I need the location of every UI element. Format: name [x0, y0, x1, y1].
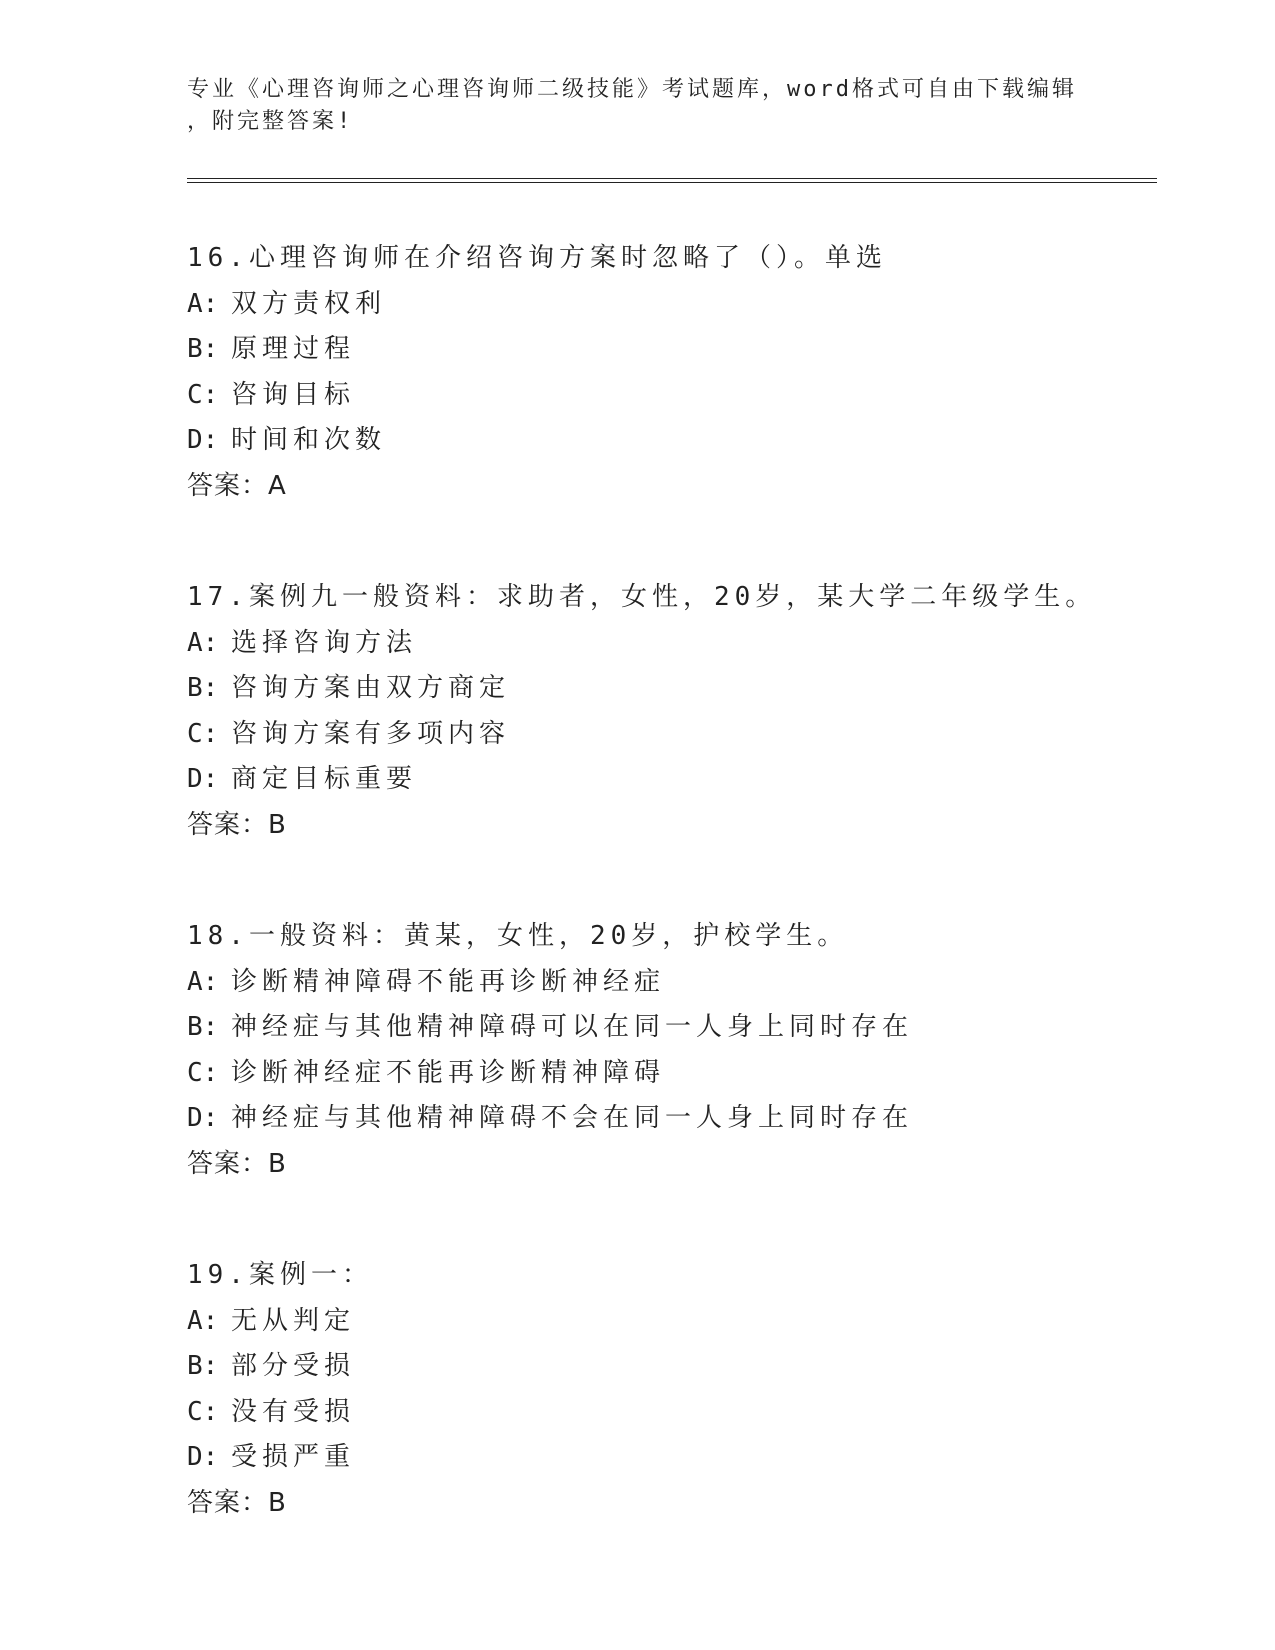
option-d: [187, 418, 1187, 464]
header-line-1: 专业《心理咨询师之心理咨询师二级技能》考试题库，word格式可自由下载编辑: [187, 77, 1077, 102]
option-d: [187, 757, 1187, 803]
option-letter: D:: [187, 1103, 219, 1133]
option-letter: A:: [187, 966, 219, 997]
option-d: [187, 1096, 1187, 1142]
answer-line: 答案：A: [187, 470, 287, 501]
question-stem: 19.案例一：: [187, 1260, 373, 1290]
option-text: 原理过程: [231, 334, 356, 364]
option-letter: B:: [187, 1351, 219, 1381]
option-letter: B:: [187, 1012, 219, 1042]
option-d: [187, 1435, 1187, 1481]
option-letter: A:: [187, 1305, 219, 1336]
question-stem: 17.案例九一般资料：求助者，女性，20岁，某大学二年级学生。: [187, 582, 1097, 612]
answer-line: 答案：B: [187, 1487, 287, 1518]
header-line-2: ，附完整答案!: [187, 109, 354, 134]
option-c: [187, 1390, 1187, 1436]
question-18: [187, 914, 1187, 1187]
option-letter: B:: [187, 334, 219, 364]
option-letter: C:: [187, 718, 219, 749]
answer-line: 答案：B: [187, 809, 287, 840]
option-c: [187, 1051, 1187, 1097]
option-text: 咨询方案由双方商定: [231, 673, 511, 703]
option-text: 商定目标重要: [231, 764, 418, 794]
option-text: 时间和次数: [231, 425, 387, 455]
option-letter: C:: [187, 1396, 219, 1427]
option-c: [187, 373, 1187, 419]
option-text: 无从判定: [231, 1305, 356, 1336]
option-text: 诊断神经症不能再诊断精神障碍: [231, 1057, 666, 1088]
option-c: [187, 712, 1187, 758]
question-16: [187, 236, 1187, 509]
question-19: [187, 1253, 1187, 1526]
option-letter: C:: [187, 379, 219, 410]
option-text: 诊断精神障碍不能再诊断神经症: [231, 966, 666, 997]
option-a: [187, 960, 1187, 1006]
option-text: 受损严重: [231, 1442, 356, 1472]
option-letter: C:: [187, 1057, 219, 1088]
option-text: 没有受损: [231, 1396, 356, 1427]
question-17: [187, 575, 1187, 848]
option-b: [187, 327, 1187, 373]
option-a: [187, 621, 1187, 667]
option-text: 咨询目标: [231, 379, 356, 410]
option-letter: D:: [187, 1442, 219, 1472]
option-text: 神经症与其他精神障碍可以在同一人身上同时存在: [231, 1012, 914, 1042]
option-text: 神经症与其他精神障碍不会在同一人身上同时存在: [231, 1103, 914, 1133]
answer-line: 答案：B: [187, 1148, 287, 1179]
question-list: [187, 236, 1187, 1592]
option-b: [187, 1005, 1187, 1051]
question-stem: 16.心理咨询师在介绍咨询方案时忽略了（）。单选: [187, 243, 887, 273]
option-text: 咨询方案有多项内容: [231, 718, 511, 749]
option-letter: A:: [187, 288, 219, 319]
option-letter: B:: [187, 673, 219, 703]
header-divider-bottom: [187, 182, 1157, 183]
option-text: 选择咨询方法: [231, 627, 418, 658]
option-a: [187, 282, 1187, 328]
header-divider-top: [187, 178, 1157, 179]
option-a: [187, 1299, 1187, 1345]
option-text: 双方责权利: [231, 288, 387, 319]
option-letter: A:: [187, 627, 219, 658]
option-b: [187, 666, 1187, 712]
option-text: 部分受损: [231, 1351, 356, 1381]
option-letter: D:: [187, 425, 219, 455]
document-header: [187, 74, 1087, 138]
option-b: [187, 1344, 1187, 1390]
option-letter: D:: [187, 764, 219, 794]
question-stem: 18.一般资料：黄某，女性，20岁，护校学生。: [187, 921, 849, 951]
